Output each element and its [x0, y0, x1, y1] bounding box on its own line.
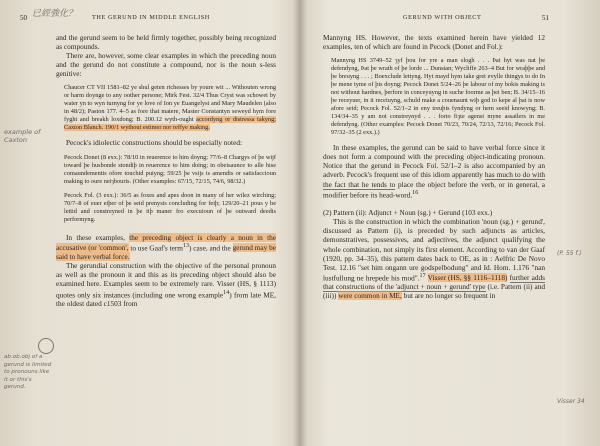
left-para-4-highlight-1: the preceding object is clearly a noun in the accusative (or 'common',: [56, 232, 276, 253]
left-quote-3: [56, 192, 276, 224]
left-quote-1: [56, 84, 276, 132]
right-quote-1: [323, 57, 545, 137]
footnote-16: 16: [412, 189, 419, 196]
footnote-13: 13: [182, 242, 190, 249]
right-section-heading: (2) Pattern (ii): Adjunct + Noun (sg.) + Gerund (103 exx.): [323, 208, 493, 218]
left-para-5: [56, 261, 276, 308]
right-para-3-e: but are no longer so frequent in: [403, 291, 496, 301]
left-quote-1-highlight: accordyng or distressa takyng; Caxton Blanch. 190/1 wythout estimer nor reffye making.: [64, 116, 276, 132]
right-running-head: GERUND WITH OBJECT: [403, 14, 482, 21]
left-quote-3-text: Pecock Fol. (3 exx.): 36/5 as foxes and apes doon in many of her wilez wirching; 70/7–8 of euer eiþer of þe seid prenysis concluding for feiþ; 129/20–21 pous y be lettid and constreyned in þe iiþ maner fro execuioun of þe outward deedis performyng.: [64, 191, 276, 223]
left-page-body: [56, 33, 276, 308]
right-para-1: Mannyng HS. However, the texts examined herein have yielded 12 examples, ten of which are found in Pecock (Donet and Fol.):: [323, 33, 545, 52]
left-para-4-a: In these examples,: [66, 232, 125, 242]
left-para-2: There are, however, some clear examples in which the preceding noun and the gerund do not constitute a compound, nor is the noun s-less genitive:: [56, 51, 276, 79]
left-page-number: 50: [20, 14, 27, 22]
left-para-1: and the gerund seem to be held firmly together, possibly being recognized as compounds.: [56, 33, 276, 52]
right-quote-1-text: Mannyng HS 3749–52 ȝyf þou for yre a man slogh . . . Þat hyt was nat þe defendyng, Þat þe wrath of þe lorde ... Dunstan; Wycliffe 263–4 But for wraþþe and þe breuyng . . . ; Boexclude lettyng. Hyt mayd hym take gret evylle thingys to do In þe mene tyme of þis doyng; Pecock Donet 5/24–26 þe labour of my bokis making is not without hardnes, þerfore in conceyuyng in suche foorme as þei ben; B. 34/15–16 þe receyuer, in it receiuyng, schuld make a couenaunt wiþ god to kepe al þat is now afore seid; Pecock Fol. 52/1–2 in eny treuþis fyndyng or hem seeid knowyng; B. 134/34–35 y am not constreynyd . . . forto fiȝte agenst myne assailers in me defendyng. (Other examples: Pecock Donet 70/23, 70/24, 72/13, 72/16; Pecock Fol. 97/32–35 (2 exx.).): [331, 57, 545, 137]
left-para-4: [56, 233, 276, 262]
handwritten-note-side: example of Caxton: [4, 128, 41, 144]
right-para-3-body: This is the construction in which the combination 'noun (sg.) + gerund', discussed as Pattern (i), is preceded by such adjuncts as articles, demonstratives, possessives, and adjectives, the adjunct qualifying the whole combination, not simply its first element. According to van der Gaaf (1920, pp. 34–35), this pattern dates back to OE, as in : Aelfric De Novo Test. 12.16 "set him ongann ure godspelbodung" and Id. Hom. 1.176 "nan lustfullung ne hrepede his mod".: [323, 217, 545, 283]
left-para-5-b: ) from late ME, the oldest dated c1503 from: [56, 289, 276, 309]
left-para-5-a: The gerundial construction with the objective of the personal pronoun as well as the pronoun it and this as its preceding object should also be examined here. Examples seem to be extremely rare. Visser (HS, § 1113) quotes only six instances (including one wrong example: [56, 261, 276, 299]
footnote-14: 14: [223, 289, 230, 296]
left-para-3: Pecock's idiolectic constructions should be especially noted:: [66, 138, 242, 148]
left-running-head: THE GERUND IN MIDDLE ENGLISH: [92, 14, 210, 21]
left-para-4-c: ) case, and the: [189, 243, 231, 253]
right-page-number: 51: [542, 14, 549, 22]
left-quote-2-text: Pecock Donet (8 exx.): 78/10 in reuerence to him doyng; 77/6–8 Chargys of þe wijf toward þe husbonde stondiþ in reuerence to him doing; in obeisaunce to alle hise comaundementis ofore touchid puiyng; 59/25 þe vsijs is amendis or satisfaccioun making to oure neiȝbouris. (Other examples: 67/15, 72/15, 74/6, 98/32.): [64, 153, 276, 185]
right-page-body: [323, 33, 545, 301]
right-para-3-highlight-2: were common in ME,: [338, 291, 402, 301]
handwritten-circle-mark: [38, 338, 54, 354]
footnote-17: 17: [419, 272, 426, 279]
left-quote-2: [56, 154, 276, 186]
right-para-2: [323, 143, 545, 199]
handwritten-note-bottom: ab.ob.obj of a gerund is limited to pronouns like it or this's gerund.: [4, 354, 52, 390]
right-para-3-d: (i.e. Pattern (ii) and (iii)): [323, 282, 545, 301]
handwritten-note-right-1: (P. 55 f.): [557, 250, 582, 257]
handwritten-note-top: 已經強化？: [32, 9, 78, 19]
right-para-3-c: further adds that constructions of the 'adjunct + noun + gerund' type: [323, 273, 546, 292]
right-para-3-highlight-1: Visser (HS, §§ 1116–1118): [427, 273, 508, 283]
right-para-2-underline: has much to do with the fact that he tends to: [323, 170, 545, 189]
right-para-3: [323, 217, 545, 300]
left-page: [0, 0, 297, 446]
left-para-4-b: to use Gaaf's term: [130, 243, 183, 253]
left-quote-1-text: Chaucer CT VII 1581–82 ye shul geten richesses by youre wit ... Withouten wrong or harm doynge to any oother persone; Mirk Fest. 32/4 Thus Cryst was schowet by water yn to wyn turnyng for ye love of Ion ye Euangelyst and Mary Maudelen (also in 48/2); Paston 177. 4–5 as fore that matere, Master Constantyn seweyd hym fore fyght and breakh loxdong; B. 200.12 wyth-ought: [64, 84, 276, 124]
left-para-4-highlight-2: gerund may be said to have verbal force.: [56, 243, 276, 262]
right-para-2-a: In these examples, the gerund can be said to have verbal force since it does not form a compound with the preceding object-indicating pronoun. Notice that the gerund in Pecock Fol. 52/1–2 is also accompanied by an adverb. Pecock's frequent use of this idiom apparently: [323, 143, 545, 180]
right-page: [303, 0, 600, 446]
handwritten-note-right-2: Visser 34: [557, 398, 585, 405]
right-para-2-b: place the object before the verb, or in general, a modifier before its head-word.: [323, 179, 545, 200]
